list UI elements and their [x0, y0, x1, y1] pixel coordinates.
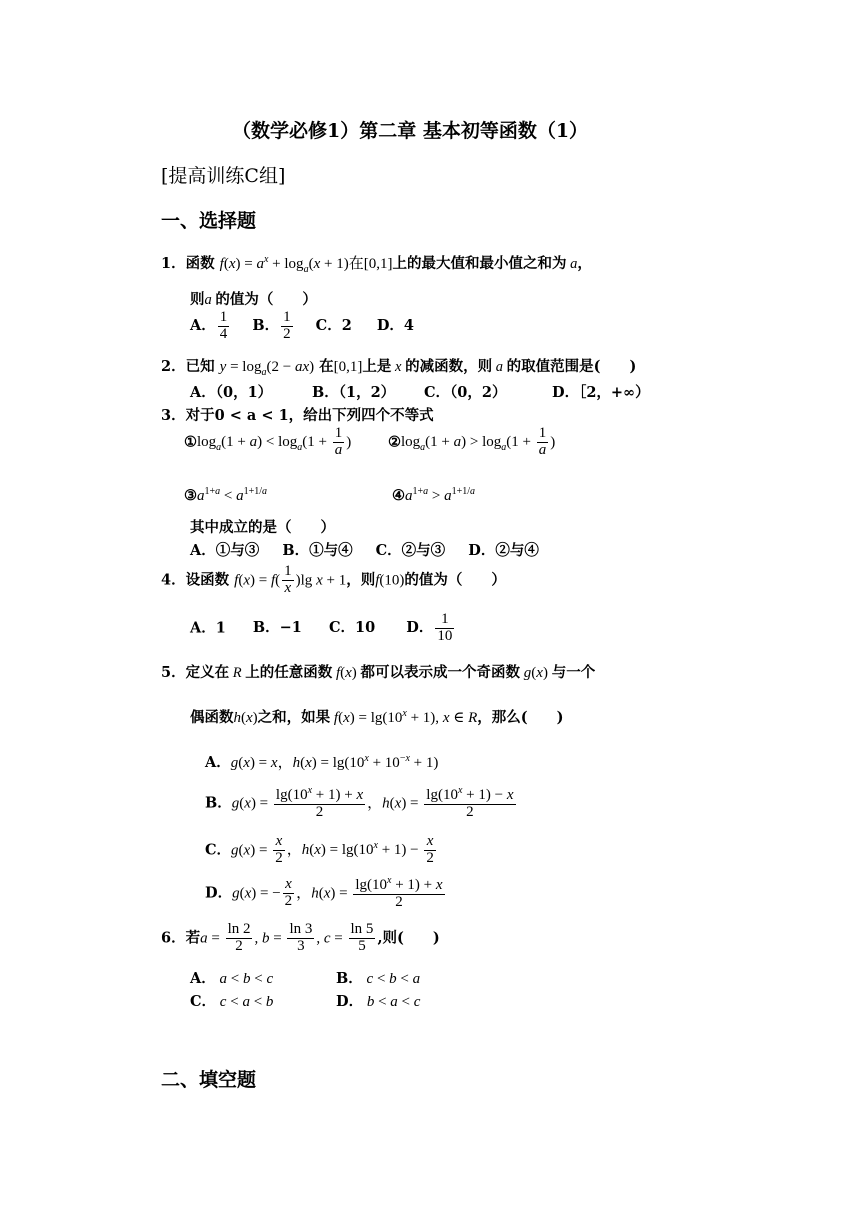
option-a[interactable]: A．1: [190, 619, 226, 637]
question-6-option-c[interactable]: C． c < a < b: [190, 993, 274, 1010]
option-d[interactable]: D．［2，+∞）: [552, 384, 650, 401]
question-6-option-a[interactable]: A． a < b < c: [190, 970, 274, 987]
question-1-line2: 则a 的值为（ ）: [190, 291, 317, 308]
question-3-inequality-4: $④a^{1+a} > a^{1+1/a}$: [392, 486, 476, 504]
question-4-stem: 4．设函数 f(x) = f( $\frac{1}{x}$ )lg x + 1，则f(10)的值为（ ）: [161, 563, 506, 596]
question-5-line1: 5．定义在 R 上的任意函数 f(x) 都可以表示成一个奇函数 g(x) 与一个: [161, 664, 596, 681]
question-4-options: [190, 612, 456, 645]
question-5-option-d[interactable]: D．g(x) = − $\frac{x}{2}$ ，h(x) = $\frac{\lg(10^x + 1) + x}{2}$: [205, 875, 443, 910]
question-3-inequality-2: $②\log_a(1 + a) > \log_a(1$ + $\frac{1}{a}$ ): [388, 425, 556, 458]
option-c[interactable]: C．10: [328, 619, 376, 637]
page-title: （数学必修1）第二章 基本初等函数（1）: [232, 120, 589, 142]
question-2-stem: 2．已知 $y = \log_a(2 - ax)$ 在[0,1]上是 x 的减函数，则 a 的取值范围是( ): [161, 358, 637, 378]
question-5-option-c[interactable]: C．g(x) = $\frac{x}{2}$ ，$h(x) = \lg(10^x + 1)$ − $\frac{x}{2}$: [205, 833, 434, 866]
question-3-ask: 其中成立的是（ ）: [190, 519, 335, 536]
option-b[interactable]: B．①与④: [282, 542, 353, 559]
section-heading-choice: 一、选择题: [161, 210, 257, 232]
question-3-stem: 3．对于0 < a < 1，给出下列四个不等式: [161, 407, 434, 424]
option-c[interactable]: C．2: [315, 317, 352, 335]
option-c[interactable]: C．（0，2）: [424, 384, 507, 401]
question-3-inequality-1: $①\log_a(1 + a) < \log_a(1$ + $\frac{1}{a}$ ): [184, 425, 352, 458]
option-a[interactable]: A．①与③: [190, 542, 260, 559]
question-5-option-a[interactable]: A．g(x) = x，$h(x) = \lg(10^x + 10^{-x} + 1)$: [205, 753, 439, 771]
option-b[interactable]: B．−1: [252, 619, 302, 637]
question-3-inequality-3: $③a^{1+a} < a^{1+1/a}$: [184, 486, 268, 504]
question-1-options: [190, 310, 414, 343]
section-heading-fill: 二、填空题: [161, 1069, 257, 1091]
option-d[interactable]: D． $\frac{1}{10}$: [406, 611, 453, 644]
question-6-stem: 6．若a = $\frac{\ln 2}{2}$ , b = $\frac{\ln 3}{3}$ , c = $\frac{\ln 5}{5}$ ,则( ): [161, 921, 440, 954]
option-a[interactable]: A． $\frac{1}{4}$: [190, 309, 228, 342]
option-d[interactable]: D．4: [376, 317, 415, 335]
question-1-stem: 1．函数 $f(x) = a^x + \log_a(x + 1)$在[0,1]上的最大值和最小值之和为 a，: [161, 254, 592, 275]
option-c[interactable]: C．②与③: [375, 542, 446, 559]
option-b[interactable]: B．（1，2）: [312, 384, 396, 401]
question-6-option-b[interactable]: B． c < b < a: [336, 970, 421, 987]
page-subtitle: [提高训练C组]: [161, 165, 286, 187]
question-2-options: [190, 381, 650, 402]
option-b[interactable]: B． $\frac{1}{2}$: [252, 309, 291, 342]
question-6-option-d[interactable]: D． b < a < c: [336, 993, 421, 1010]
question-5-line2: 偶函数h(x)之和，如果 $f(x) = \lg(10^x + 1)$, x ∈ R，那么( ): [190, 708, 564, 726]
question-3-options: [190, 539, 539, 560]
option-d[interactable]: D．②与④: [468, 542, 539, 559]
question-5-option-b[interactable]: B．g(x) = $\frac{\lg(10^x + 1) + x}{2}$ ，h(x) = $\frac{\lg(10^x + 1) - x}{2}$: [205, 785, 514, 820]
option-a[interactable]: A．（0，1）: [190, 384, 273, 401]
